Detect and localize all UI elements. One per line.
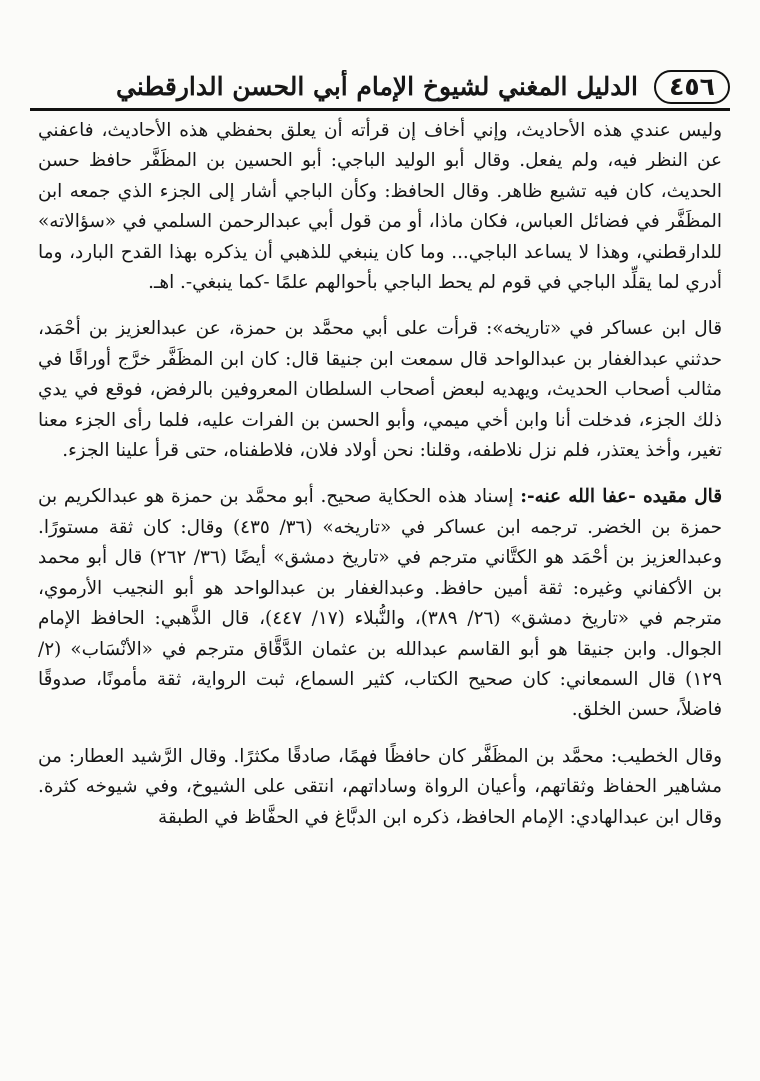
paragraph-text: قال ابن عساكر في «تاريخه»: قرأت على أبي محمَّد بن حمزة، عن عبدالعزيز بن أحْمَد، حدثني عبدالغفار بن عبدالواحد قال سمعت ابن جنيقا قال: كان ابن المظَفَّر خرَّج أوراقًا في مثالب أصحاب الحديث، ويهديه لبعض أصحاب السلطان المعروفين بالرفض، فوقع في يدي ذلك الجزء، فدخلت أنا وابن أخي ميمي، وأبو الحسن بن الفرات عليه، فلما رأى الجزء معنا تغير، وأخذ يعتذر، فلم نزل نلاطفه، وقلنا: نحن أولاد فلان، فلاطفناه، حتى قرأ علينا الجزء. [38,318,722,462]
paragraph-text: وقال الخطيب: محمَّد بن المظَفَّر كان حافظًا فهمًا، صادقًا مكثرًا. وقال الرَّشيد العطار: من مشاهير الحفاظ وثقاتهم، وأعيان الرواة وساداتهم، انتقى على الشيوخ، وفي شيوخه كثرة. وقال ابن عبدالهادي: الإمام الحافظ، ذكره ابن الدبَّاغ في الحفَّاظ في الطبقة [38,745,722,828]
paragraph-continuation [38,116,722,298]
paragraph-text: إسناد هذه الحكاية صحيح. أبو محمَّد بن حمزة هو عبدالكريم بن حمزة بن الخضر. ترجمه ابن عساكر في «تاريخه» (٣٦/ ٤٣٥) وقال: كان ثقة مستورًا. وعبدالعزيز بن أحْمَد هو الكتَّاني مترجم في «تاريخ دمشق» أيضًا (٣٦/ ٢٦٢) قال أبو محمد بن الأكفاني وغيره: ثقة أمين حافظ. وعبدالغفار بن عبدالواحد هو أبو النجيب الأرموي، مترجم في «تاريخ دمشق» (٢٦/ ٣٨٩)، والنُّبلاء (١٧/ ٤٤٧)، قال الذَّهبي: الحافظ الإمام الجوال. وابن جنيقا هو أبو القاسم عبدالله بن عثمان الدَّقَّاق مترجم في «الأنْسَاب» (٢/ ١٢٩) قال السمعاني: كان صحيح الكتاب، كثير السماع، ثبت الرواية، ثقة مأمونًا، صدوقًا فاضلاً، حسن الخلق. [38,486,722,721]
paragraph-khatib [38,742,722,833]
running-title: الدليل المغني لشيوخ الإمام أبي الحسن الدارقطني [116,72,638,101]
page-header [30,68,730,108]
page-body [38,116,722,833]
paragraph-text: وليس عندي هذه الأحاديث، وإني أخاف إن قرأته أن يعلق بحفظي هذه الأحاديث، فاعفني عن النظر فيه، ولم يفعل. وقال أبو الوليد الباجي: أبو الحسين بن المظَفَّر حافظ حسن الحديث، كان فيه تشيع ظاهر. وقال الحافظ: وكأن الباجي أشار إلى الجزء الذي جمعه ابن المظَفَّر في فضائل العباس، فكان ماذا، أو من قول أبي عبدالرحمن السلمي في «سؤالاته» للدارقطني، وهذا لا يساعد الباجي... وما كان ينبغي للذهبي أن يذكره بهذا القدح البارد، وما أدري لما يقلِّد الباجي في قوم لم يحط الباجي بأحوالهم علمًا -كما ينبغي-. اهـ. [38,120,722,294]
paragraph-lead: قال مقيده -عفا الله عنه-: [520,486,723,508]
paragraph-editor-note [38,482,722,725]
header-rule [30,108,730,111]
page-number-badge: ٤٥٦ [654,70,730,104]
paragraph-ibn-asakir [38,314,722,466]
